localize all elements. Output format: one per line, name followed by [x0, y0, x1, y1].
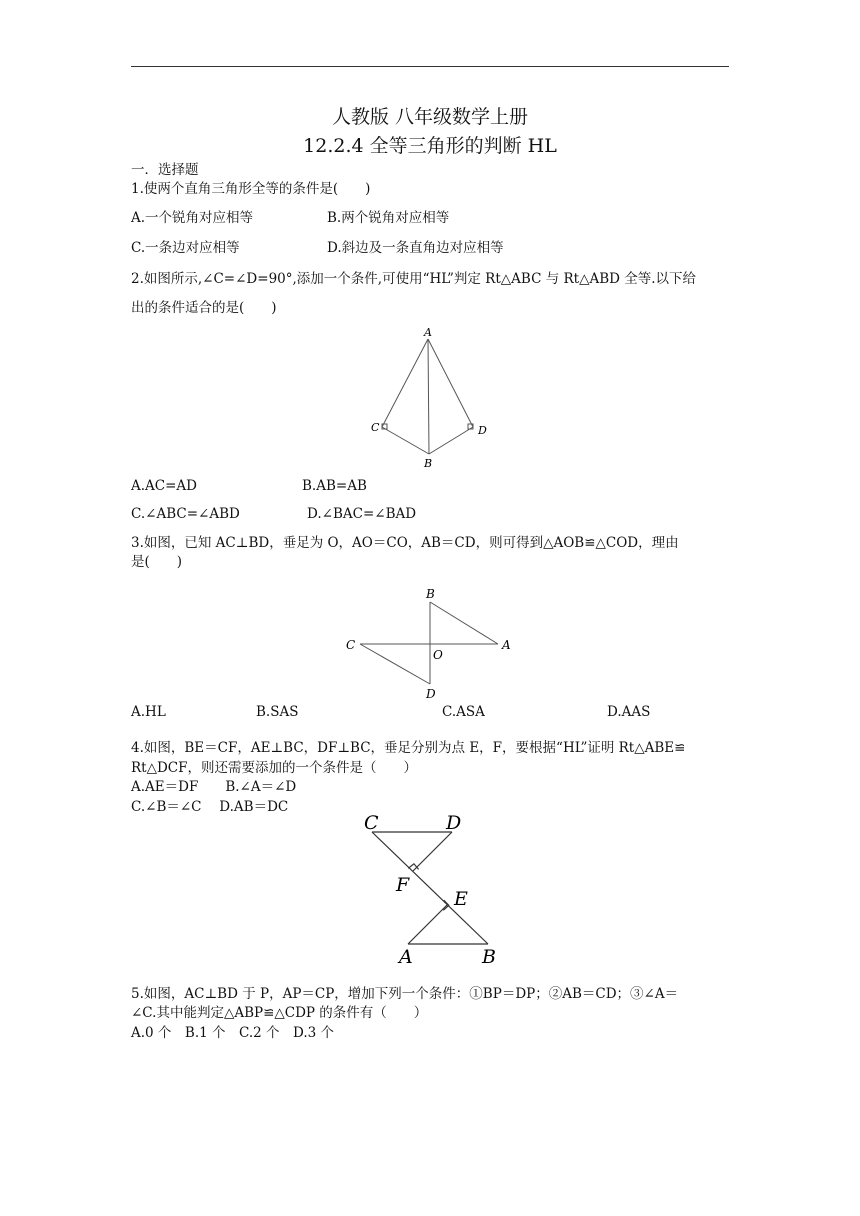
q4-label-f: F: [396, 874, 410, 896]
q1-option-d: D.斜边及一条直角边对应相等: [327, 240, 504, 256]
q1-stem: 1.使两个直角三角形全等的条件是( ): [131, 181, 371, 197]
q2-line-ac: [382, 339, 428, 427]
q4-stem-line2: Rt△DCF，则还需要添加的一个条件是（ ）: [131, 760, 417, 776]
q4-stem-line1: 4.如图，BE＝CF，AE⊥BC，DF⊥BC，垂足分别为点 E，F，要根据“HL”证明 Rt△ABE≌: [131, 740, 686, 756]
q2-line-db: [429, 427, 473, 454]
q2-option-a: A.AC=AD: [131, 478, 198, 494]
q4-label-a: A: [399, 946, 413, 968]
q3-stem-line1: 3.如图，已知 AC⊥BD，垂足为 O，AO＝CO，AB＝CD，则可得到△AOB≌△COD，理由: [131, 535, 679, 551]
q1-option-a: A.一个锐角对应相等: [131, 210, 254, 226]
q5-options: A.0 个 B.1 个 C.2 个 D.3 个: [131, 1025, 335, 1041]
q4-options-line1: A.AE＝DF B.∠A＝∠D: [131, 779, 297, 795]
q2-stem-line2: 出的条件适合的是( ): [131, 300, 277, 316]
q4-label-d: D: [446, 812, 462, 834]
q3-label-b: B: [426, 587, 435, 601]
q3-line-cd: [360, 644, 430, 684]
q4-line-df: [413, 832, 452, 871]
q2-label-a: A: [424, 326, 432, 339]
q3-option-c: C.ASA: [442, 704, 485, 720]
q2-option-d: D.∠BAC=∠BAD: [307, 506, 417, 522]
q4-figure: [352, 808, 512, 970]
q1-option-b: B.两个锐角对应相等: [327, 210, 450, 226]
q3-option-d: D.AAS: [607, 704, 651, 720]
q4-label-e: E: [454, 888, 468, 910]
header-rule: [131, 66, 729, 67]
q3-figure: [340, 582, 520, 704]
q2-stem-line1: 2.如图所示,∠C=∠D=90°,添加一个条件,可使用“HL”判定 Rt△ABC 与 Rt△ABD 全等.以下给: [131, 271, 697, 287]
q3-label-d: D: [426, 687, 436, 701]
q3-label-a: A: [502, 638, 511, 652]
q2-option-b: B.AB=AB: [302, 478, 367, 494]
q4-label-b: B: [482, 946, 496, 968]
q5-stem-line1: 5.如图，AC⊥BD 于 P，AP＝CP，增加下列一个条件：①BP＝DP；②AB＝CD；③∠A＝: [131, 986, 679, 1002]
page-subtitle: 12.2.4 全等三角形的判断 HL: [303, 135, 557, 157]
q4-line-ae: [408, 905, 447, 944]
q2-option-c: C.∠ABC=∠ABD: [131, 506, 240, 522]
q3-line-ba: [430, 602, 498, 644]
page-title: 人教版 八年级数学上册: [331, 106, 529, 128]
q2-label-c: C: [371, 421, 380, 434]
q4-line-cb: [372, 832, 488, 944]
q4-label-c: C: [364, 812, 379, 834]
q2-label-b: B: [424, 457, 433, 470]
q3-option-a: A.HL: [131, 704, 166, 720]
q5-stem-line2: ∠C.其中能判定△ABP≌△CDP 的条件有（ ）: [131, 1005, 428, 1021]
q4-options-line2: C.∠B＝∠C D.AB＝DC: [131, 799, 289, 815]
q3-label-o: O: [433, 648, 443, 662]
q3-label-c: C: [346, 638, 356, 652]
q2-figure: [360, 322, 500, 472]
q2-line-ab: [428, 339, 429, 454]
q3-stem-line2: 是( ): [131, 554, 183, 570]
q2-label-d: D: [478, 424, 487, 437]
q1-option-c: C.一条边对应相等: [131, 240, 240, 256]
q2-line-ad: [428, 339, 473, 427]
q3-option-b: B.SAS: [256, 704, 299, 720]
section-heading: 一．选择题: [131, 162, 199, 178]
q2-line-cb: [382, 427, 429, 454]
